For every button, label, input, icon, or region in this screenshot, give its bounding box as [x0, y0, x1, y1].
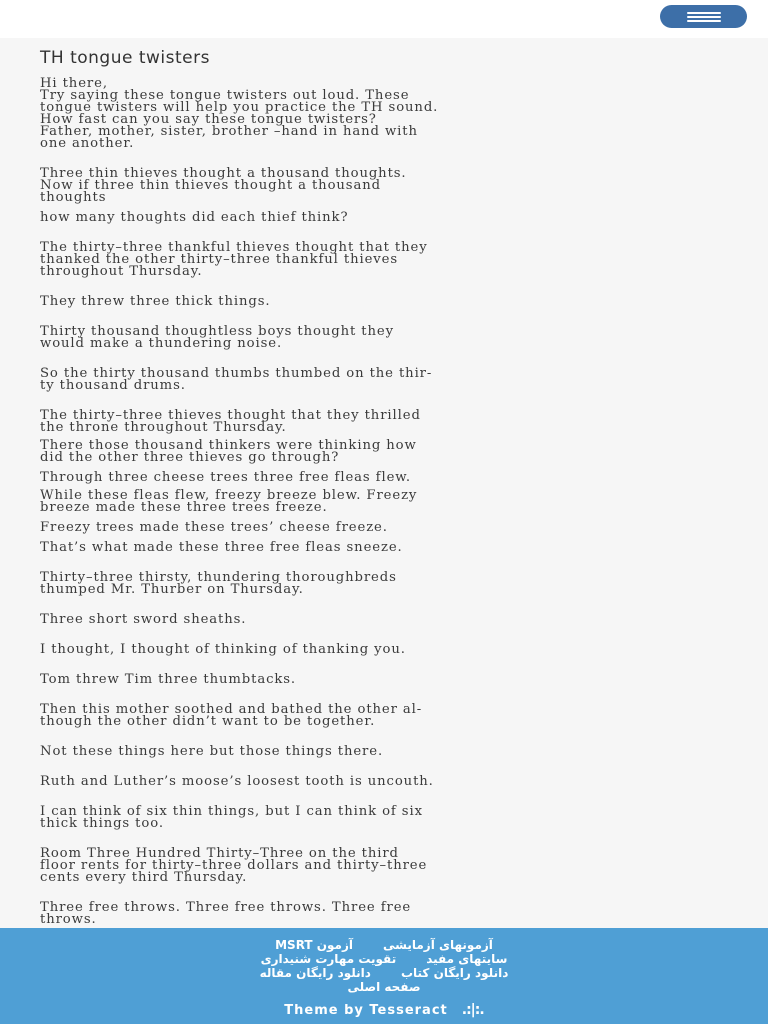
paragraph: Thirty thousand thoughtless boys thought they would make a thundering noise.	[40, 324, 394, 351]
paragraph: The thirty–three thankful thieves thought that they thanked the other thirty–three thankful thieves throughout Thursday.	[40, 240, 428, 279]
paragraph: Hi there, Try saying these tongue twisters out loud. These tongue twisters will help you practice the TH sound. How fast can you say these tongue twisters?	[40, 76, 439, 127]
theme-credit-link[interactable]: Theme by Tesseract	[284, 1002, 448, 1018]
footer-link[interactable]: سایتهای مفید	[426, 952, 508, 966]
paragraph: I thought, I thought of thinking of thanking you.	[40, 642, 406, 657]
paragraph: Father, mother, sister, brother –hand in hand with one another.	[40, 124, 418, 151]
paragraph: Ruth and Luther’s moose’s loosest tooth is uncouth.	[40, 774, 434, 789]
footer-link[interactable]: صفحه اصلی	[347, 980, 421, 994]
paragraph: There those thousand thinkers were thinking how did the other three thieves go through?	[40, 438, 417, 465]
footer-link-row	[0, 980, 768, 994]
footer-link[interactable]: آزمون MSRT	[275, 938, 353, 952]
footer-link[interactable]: تقویت مهارت شنیداری	[260, 952, 397, 966]
tongue-twister-list	[40, 78, 728, 926]
theme-credit	[0, 1002, 768, 1018]
paragraph: Three short sword sheaths.	[40, 612, 247, 627]
footer-link[interactable]: آزمونهای آزمایشی	[383, 938, 493, 952]
tesseract-logo-icon: .:|:.	[461, 1002, 484, 1018]
paragraph: Through three cheese trees three free fleas flew.	[40, 470, 411, 485]
footer-link-row	[0, 966, 768, 980]
hamburger-menu-icon[interactable]	[660, 5, 747, 28]
paragraph: Three thin thieves thought a thousand thoughts. Now if three thin thieves thought a thousand thoughts	[40, 166, 407, 205]
paragraph: Then this mother soothed and bathed the other al- though the other didn’t want to be together.	[40, 702, 423, 729]
paragraph: They threw three thick things.	[40, 294, 271, 309]
paragraph: Three free throws. Three free throws. Three free throws.	[40, 900, 412, 927]
paragraph: Tom threw Tim three thumbtacks.	[40, 672, 297, 687]
top-bar	[0, 0, 768, 38]
paragraph: I can think of six thin things, but I can think of six thick things too.	[40, 804, 423, 831]
paragraph: So the thirty thousand thumbs thumbed on the thir- ty thousand drums.	[40, 366, 433, 393]
page-title: TH tongue twisters	[40, 48, 210, 68]
paragraph: Room Three Hundred Thirty–Three on the third floor rents for thirty–three dollars and thirty–three cents every third Thursday.	[40, 846, 428, 885]
footer-link[interactable]: دانلود رایگان کتاب	[400, 966, 509, 980]
paragraph: While these fleas flew, freezy breeze blew. Freezy breeze made these three trees freeze.	[40, 488, 418, 515]
paragraph: The thirty–three thieves thought that they thrilled the throne throughout Thursday.	[40, 408, 421, 435]
paragraph: Freezy trees made these trees’ cheese freeze.	[40, 520, 388, 535]
paragraph: That’s what made these three free fleas sneeze.	[40, 540, 403, 555]
footer-link-row	[0, 938, 768, 952]
footer-link[interactable]: دانلود رایگان مقاله	[259, 966, 371, 980]
paragraph: how many thoughts did each thief think?	[40, 210, 349, 225]
footer-links	[0, 928, 768, 994]
site-footer	[0, 928, 768, 1024]
paragraph: Thirty–three thirsty, thundering thoroughbreds thumped Mr. Thurber on Thursday.	[40, 570, 397, 597]
article-content	[0, 38, 768, 928]
paragraph: Not these things here but those things there.	[40, 744, 384, 759]
footer-link-row	[0, 952, 768, 966]
